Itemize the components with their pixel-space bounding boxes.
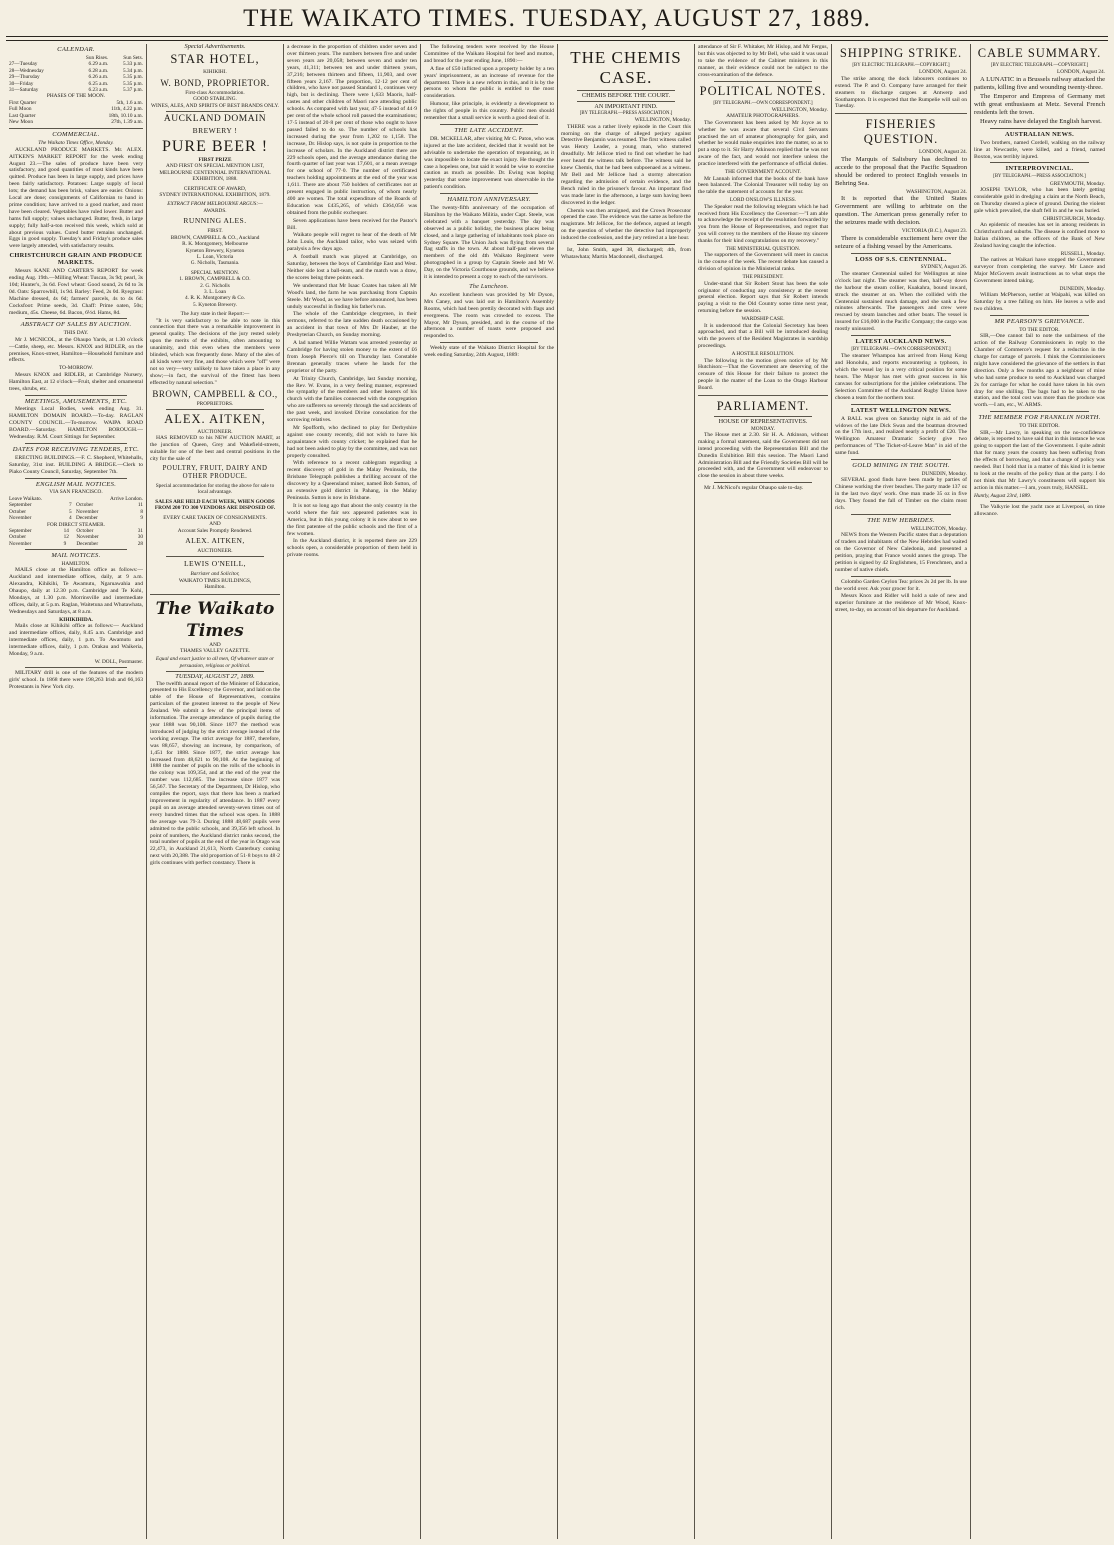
para-cable: With reference to a recent cablegram regarding a recent discovery of gold in the Malay Peninsula, the Brisbane Telegraph publishes a thrilling account of the discovery by a Queensland miner, named Bob Sutton, of an extensive gold district in Pahang, in the Malay Peninsula. Sutton is now in Brisbane.	[287, 460, 417, 501]
awards: AWARDS.	[203, 207, 227, 214]
fisheries-dateline-2: WASHINGTON, August 24.	[906, 188, 967, 195]
postmaster: W. DOLL, Postmaster.	[94, 658, 143, 665]
late-accident-text: DR. MCKELLAR, after visiting Mr C. Paton, who was injured at the late accident, decided that it would not be advisable to undertake the operation of trepanning, as it was impossible to locate the exact injury. He thought the case a hopeless one, but said it would be wise to exercise caution as much as possible. Dr. Ewing was hoping yesterday that some improvement was observable in the patient's condition.	[424, 135, 554, 191]
column-6	[694, 44, 831, 1539]
political-sub: WARDSHIP CASE.	[741, 316, 785, 323]
cable-text: The Emperor and Empress of Germany met with great enthusiasm at Metz. Several French residents left the town.	[974, 92, 1105, 116]
political-sub: A HOSTILE RESOLUTION.	[731, 351, 795, 358]
franklin-text: SIR,—Mr Lawry, in speaking on the no-confidence debate, is reported to have said that in this instance he was going to support the last of the Government. I quite admit that for many years the country has been suffering from the effects of borrowing, and that a change of policy was needed. But I hold that in a matter of this kind it is better to look at the results of the policy than at the party. I do not think that Mr Lawry's constituents will support his action in this matter.—I am, yours truly, HANSEL.	[974, 429, 1105, 491]
barrister: Barrister and Solicitor,	[190, 571, 240, 578]
political-text: The supporters of the Government will meet in caucus in the course of the week. The recent debate has caused a division of opinion in the Ministerial ranks.	[698, 252, 828, 273]
first-list-item: L. Loan, Victoria	[196, 253, 234, 260]
australian-heading: AUSTRALIAN NEWS.	[1004, 130, 1075, 138]
franklin-date: Huntly, August 23rd, 1889.	[974, 492, 1032, 499]
account-sales: Account Sales Promptly Rendered.	[177, 527, 253, 534]
cable-text: Heavy rains have delayed the English harvest.	[980, 117, 1102, 125]
mail-notices-text: MAILS close at the Hamilton office as follows:— Auckland and intermediate offices, daily, at 9 a.m. Alexandra, Kihikihi, Te Awamutu, Ngaruawahia and Ohaupo, daily at 12.30 p.m. Cambridge and Te Kohi, Mondays, at 1.30 p.m. Morrinsville and intermediate offices, daily, at 5 p.m. Raglan, Waitetuna and Whatawhata, Wednesdays and Saturdays, at 8 a.m.	[9, 567, 143, 615]
luncheon-text: An excellent luncheon was provided by Mr Dyson, Mrs Caney, and was laid out in Hamilton's Assembly Rooms, which had been prettily decorated with flags and evergreens. The room was crowded to excess. The Mayor, Mr Dyson, presided, and in the course of the afternoon a number of toasts were proposed and responded to.	[424, 291, 554, 340]
jury-text: "It is very satisfactory to be able to note in this connection that there was a remarkable improvement in general quality. The decisions of the jury rested solely upon the merits of the exhibits, often amounting to unanimity, and this even when the members were blinded, which was frequently done. Many of the ales of all kinds were very fine, and those which were "off" were not so very—very unlikely to have taken a place in any show;—in fact, the survival of the fittest has been effected by natural selection."	[150, 317, 280, 386]
chemis-subhead: CHEMIS BEFORE THE COURT.	[581, 92, 671, 99]
divider	[851, 459, 951, 460]
mail-month: September	[9, 502, 32, 509]
fisheries-dateline-3: VICTORIA (B.C.), August 23.	[901, 228, 967, 235]
and: AND	[209, 521, 221, 528]
moon-date: 27th, 1.39 a.m.	[111, 118, 143, 125]
centennial-text: The steamer Centennial sailed for Wellington at nine o'clock last night. The steamer was then, half-way down the harbour the steam collier, Kuakahra, bound inward, struck the steamer at on. When the collided with the Centennial sustained much damage, and she sank a few minutes afterwards. The passengers and crew were rescued by steam launches and other boats. The vessel is insured for £16,000 in the Pacific Company; the cargo was mostly uninsured.	[835, 270, 967, 333]
cal-head: Sun Rises.	[85, 54, 109, 61]
latest-auckland-text: The steamer Whampoa has arrived from Hong Kong and Honolulu, and reports encountering a typhoon, in which the vessel lay in a very critical position for some hours. The Mayor has met with great success in his canvass for subscriptions for the jubilee celebrations. The Selection Committee of the Auckland Rugby Union have chosen a team for the northern tour.	[835, 353, 967, 401]
cable-summary-heading: CABLE SUMMARY.	[977, 46, 1102, 60]
christchurch-heading: CHRISTCHURCH GRAIN AND PRODUCE MARKETS.	[9, 252, 143, 267]
fine-para: A fine of £50 inflicted upon a property holder by a ten years' imprisonment, as an increase of revenue for the department. There is a new reform in this, and it is by the persons to whom the public is entitled to the most consideration.	[424, 65, 554, 100]
moon-phase: First Quarter	[9, 99, 37, 106]
cal-rise: 6.23 a.m.	[88, 86, 109, 93]
franklin-heading: THE MEMBER FOR FRANKLIN NORTH.	[978, 414, 1101, 422]
auctioneer: AUCTIONEER.	[197, 429, 233, 436]
para-notlong-cont: In the Auckland district, it is reported there are 229 schools open, a considerable proportion of them held in private rooms.	[287, 538, 417, 559]
column-3	[283, 44, 420, 1539]
press-line: [BY ELECTRIC TELEGRAPH.—COPYRIGHT.]	[990, 63, 1089, 68]
tenders-text: ERECTING BUILDINGS.—F. C. Shepherd, Whitehalls, Saturday, 31st inst. BUILDING A BRIDGE.—Clerk to Piako County Council, Saturday, September 7th.	[9, 454, 143, 475]
gold-heading: GOLD MINING IN THE SOUTH.	[852, 462, 950, 470]
political-dateline: WELLINGTON, Monday.	[771, 106, 828, 113]
calendar-heading: CALENDAR.	[57, 46, 95, 53]
good-stabling: GOOD STABLING.	[193, 96, 237, 103]
divider	[990, 162, 1089, 163]
commercial-dateline: The Waikato Times Office, Monday.	[38, 140, 114, 147]
masthead-rule	[6, 36, 1108, 37]
centennial-heading: LOSS OF S.S. CENTENNIAL.	[855, 255, 947, 263]
moon-table	[9, 100, 143, 126]
first-prize-text: AND FIRST ON SPECIAL MENTION LIST, MELBOURNE CENTENNIAL INTERNATIONAL EXHIBITION, 1888.	[159, 163, 271, 183]
cal-rise: 6.28 a.m.	[88, 67, 109, 74]
divider	[851, 514, 951, 515]
mail-month: October	[76, 502, 94, 509]
pearson-heading: MR PEARSON'S GRIEVANCE.	[994, 317, 1085, 325]
fisheries-text-2: It is reported that the United States Government are willing to arbitrate on the question. The American press generally refer to the seizures made with decision.	[835, 195, 967, 227]
hebrides-dateline: WELLINGTON, Monday.	[910, 525, 967, 532]
cal-set: 5.33 p.m.	[122, 61, 143, 68]
cal-rise: 6.26 a.m.	[88, 74, 109, 81]
editorial-continued: a decrease in the proportion of children under seven and over thirteen years. The numbers between five and under seven years are 20,058; between seven and under ten years, 41,311; between ten and under thirteen years, 37,216; between thirteen and fifteen, 11,903, and over fifteen years 2,167. The proportion, 12·12 per cent of children, who have not passed Standard 1, continues very high, but is declining. There were 1,633 Maoris, half-castes and other children of Maori race attending public schools. As compared with last year, 47·5 instead of 44·9 per cent of the whole school roll passed the examinations; 17·5 instead of 20·8 per cent of those who ought to have passed failed to do so. The number of schools has increased during the year from 1,202 to 1,158. The increase, Dr. Hislop says, is not quite in proportion to the increase of scholars. In the Auckland district there are 229 schools open, and the average attendance during the fourth quarter of last year was 17,601, or a mean average for one school of 77·0. The number of certificated teachers holding appointments at the end of the year was 1,611. There are about 750 holders of certificates not at present engaged in public instruction, of whom nearly 400 are women. The total expenditure of the Boards of Education was £435,265, of which £364,056 was obtained from the public exchequer.	[287, 44, 417, 216]
proprietors: PROPRIETORS.	[196, 400, 234, 407]
kihikihi-text: Mails close at Kihikihi office as follows:— Auckland and intermediate offices, daily, 8.45 a.m. Cambridge and intermediate offices, daily, 1 p.m. To Awamutu and intermediate offices, daily, 1 p.m. Orakau and Waikeria, Monday, 9 a.m.	[9, 623, 143, 657]
hebrides-text: NEWS from the Western Pacific states that a deputation of traders and inhabitants of the New Hebrides had waited on the Governor of New Caledonia, and presented a petition, praying that France would annex the group. The petition is signed by 42 Englishmen, 15 Frenchmen, and a number of native chiefs.	[835, 532, 967, 573]
chemis-text: THERE was a rather lively episode in the Court this morning on the charge of alleged perjury against Detective Benjamin was resumed. The first witness called was Henry Leader, a young man, who stuttered dreadfully. Mr Jellicoe tried to find out whether he had ever heard the witness talk before. The witness said he knew Chemis, that he had been subpoenaed as a witness. Mr Bell and Mr Jellicoe had a stormy altercation regarding the admission of certain evidence, and the Bench ruled in the prisoner's favour. An important find was made later in the afternoon, a large sum having been discovered in the ledger.	[561, 123, 691, 206]
commercial-heading: COMMERCIAL.	[52, 131, 100, 139]
aitken-text: HAS REMOVED to his NEW AUCTION MART, at the junction of Queen, Grey and Wakefield-streets, suitable for one of the best and central positions in the city for the sale of	[150, 435, 280, 463]
mail-month: December	[76, 540, 99, 547]
masthead: THE WAIKATO TIMES. TUESDAY, AUGUST 27, 1889.	[243, 5, 871, 32]
chemis-subhead-2: AN IMPORTANT FIND.	[594, 103, 658, 111]
mail-day: 14	[63, 527, 69, 534]
political-sub: THE PRESIDENT.	[742, 274, 784, 281]
and-2: AND	[209, 641, 221, 648]
mail-direct: FOR DIRECT STEAMER.	[46, 521, 106, 528]
commercial-text: AUCKLAND PRODUCE MARKETS. Mr. ALEX. AITKEN'S MARKET REPORT for the week ending August 23.—The sales of produce have been very satisfactory, and good quantities of most kinds have been quitted. Produce has been in large supply, and prices have been fairly satisfactory. Potatoes: Large supply of local lots; the demand has been brisk, values are easier. Onions: Local are done; consignments of Californian to hand in prime condition; have arrived to a good market, and most have been cleared. Vegetables have ruled lower. Butter and hams full supply; values unchanged. Butter, fresh, in large supply; fully half-a-ton received this week, which sold at about previous values. Cured butter remains unchanged. Eggs in good supply. Tuesday's and Friday's produce sales were largely attended, with satisfactory results.	[9, 146, 143, 250]
dunedin-dateline: DUNEDIN, Monday.	[1059, 285, 1105, 292]
cal-day: 29—Thursday	[9, 74, 40, 81]
divider	[166, 111, 264, 112]
thames-valley: THAMES VALLEY GAZETTE.	[180, 647, 250, 654]
hospital-caption: Ist, John Smith, aged 38, discharged; 4th, from Whatawhata; Martin Macdonnell, discharged.	[561, 247, 691, 260]
divider	[851, 576, 951, 577]
cal-set: 5.35 p.m.	[122, 80, 143, 87]
hospital-text: Weekly state of the Waikato District Hospital for the week ending Saturday, 24th August, 1889:	[424, 345, 554, 359]
fisheries-text: The Marquis of Salisbury has declined to accede to the proposal that the Pacific Squadron should be ordered to protect English vessels in Behring Sea.	[835, 155, 967, 187]
moon-date: 18th, 10.10 a.m.	[108, 112, 143, 119]
para-spofforth: Mr Spofforth, who declined to play for Derbyshire against one county recently, did not wish to have his acquaintance with county cricket; he explained that he had not been asked to play by the committee, and was not properly consulted.	[287, 424, 417, 459]
hamilton-anniversary-text: The twenty-fifth anniversary of the occupation of Hamilton by the Waikato Militia, under Capt. Steele, was celebrated with a banquet yesterday. The day was observed as a public holiday, the business places being closed, and a large gathering of inhabitants took place on Sydney Square. The Union Jack was flying from several flag staffs in the town. At about half-past eleven the members of the old 4th Waikato Regiment were photographed in a group by Captain Steele and Mr W. Day, on the Victoria Courthouse grounds, and we believe it is intended to present a copy to each of the survivors.	[424, 205, 554, 281]
every-care: EVERY CARE TAKEN OF CONSIGNMENTS.	[163, 514, 267, 521]
para-seven: Seven applications have been received for the Pastor's Bill.	[287, 217, 417, 231]
mail-day: 7	[69, 502, 72, 509]
moon-date: 11th, 4.22 p.m.	[111, 106, 143, 113]
divider	[714, 416, 812, 417]
divider	[440, 342, 538, 343]
chemis-text-2: Chemis was then arraigned, and the Crown Prosecutor opened the case. The evidence was the same as before the magistrate. Mr Jellicoe, for the defence, argued at length on the question of whether the detective had improperly induced the confession, and the jury retired at a late hour.	[561, 207, 691, 242]
abstract-tomorrow-text: Messrs KNOX and RIDLER, at Cambridge Nursery, Hamilton East, at 12 o'clock—Fruit, shelter and ornamental trees, shrubs, etc.	[9, 371, 143, 392]
gold-dateline: DUNEDIN, Monday.	[921, 470, 967, 477]
mail-notices-place: HAMILTON.	[61, 561, 91, 568]
divider	[851, 404, 951, 405]
closing-text: MILITARY drill is one of the features of the modern girls' school. In 1868 there were 198,263 Irish and 66,163 Protestants in New York city.	[9, 670, 143, 690]
divider	[440, 124, 538, 125]
column-7	[831, 44, 970, 1539]
cal-day: 30—Friday	[9, 80, 34, 87]
divider	[25, 549, 127, 550]
english-mail-heading: ENGLISH MAIL NOTICES.	[35, 480, 117, 488]
political-sub: LORD ONSLOW'S ILLNESS.	[729, 197, 797, 204]
star-hotel: STAR HOTEL,	[170, 52, 260, 67]
meetings-heading: MEETINGS, AMUSEMENTS, ETC.	[24, 397, 128, 405]
first-list-item: R. K. Montgomery, Melbourne	[182, 241, 248, 248]
mail-table	[9, 496, 143, 522]
mail-month: November	[9, 515, 32, 522]
first-list-item: BROWN, CAMPBELL & CO., Auckland	[170, 234, 260, 241]
cal-rise: 6.29 a.m.	[88, 61, 109, 68]
mail-day: 31	[137, 527, 143, 534]
political-notes-heading: POLITICAL NOTES.	[699, 83, 827, 98]
para-trinity: At Trinity Church, Cambridge, last Sunday morning, the Rev. W. Evans, in a very feeling manner, expressed the sympathy of the members and other hearers of his church with the families connected with the congregation who are sufferers so severely through the sad accidents of the past week, and invoked Divine consolation for the sorrowing relatives.	[287, 375, 417, 424]
divider	[698, 395, 828, 396]
mail-day: 9	[140, 515, 143, 522]
mail-day: 11	[137, 502, 143, 509]
special-list-item: 3. L. Loan	[203, 288, 227, 295]
kihikihi-heading: KIHIKIHIDA.	[59, 616, 93, 623]
divider	[851, 253, 951, 254]
special-list-item: 2. G. Nicholls	[200, 282, 230, 289]
divider	[851, 335, 951, 336]
mail-month: November	[76, 534, 99, 541]
tenders-intro: The following tenders were received by the House Committee of the Waikato Hospital for beef and mutton, and bread for the year ending June, 1890:—	[424, 44, 554, 64]
press-line: [BY TELEGRAPH.—OWN CORRESPONDENT.]	[713, 100, 813, 106]
centennial-dateline: SYDNEY, August 26.	[920, 264, 967, 271]
fisheries-heading: FISHERIES QUESTION.	[863, 117, 939, 147]
abstract-text: Mr J. MCNICOL, at the Ohaupo Yards, at 1.30 o'clock—Cattle, sheep, etc. Messrs. KNOX and RIDLER, on the premises, Knox-street, Hamilton—Household furniture and effects.	[9, 336, 143, 364]
latest-wellington-heading: LATEST WELLINGTON NEWS.	[850, 406, 951, 414]
para-cambridge: The whole of the Cambridge clergymen, in their sermons, referred to the late sudden death occasioned by an accident in that town of Mrs Dr Hauber, at the Presbyterian Church, on Sunday morning.	[287, 311, 417, 339]
columns	[6, 44, 1108, 1539]
mail-day: 4	[69, 515, 72, 522]
russell-text: The natives at Waikari have stopped the Government surveyor from completing the survey. Mr Lance and Major McGovern await instructions as to what steps the Government intend taking.	[974, 257, 1105, 284]
divider	[990, 411, 1089, 412]
knox-ridler-notice: Messrs Knox and Ridler will hold a sale of new and superior furniture at the residence of Mr Wood, Knox-street, to-day, on account of his departure for Auckland.	[835, 593, 967, 614]
chemis-dateline: WELLINGTON, Monday.	[634, 117, 691, 124]
divider	[714, 482, 812, 483]
divider	[25, 478, 127, 479]
tenders-heading: DATES FOR RECEIVING TENDERS, ETC.	[12, 445, 140, 453]
cal-set: 5.37 p.m.	[122, 86, 143, 93]
cable-dateline: LONDON, August 24.	[1057, 69, 1105, 76]
para-waikato: Waikato people will regret to hear of the death of Mr John Louis, the Auckland tailor, who was seized with paralysis a few days ago.	[287, 232, 417, 253]
sales: SALES ARE HELD EACH WEEK, WHEN GOODS FROM 200 TO 300 VENDORS ARE DISPOSED OF.	[154, 498, 276, 512]
fisheries-text-3: There is considerable excitement here over the seizure of a fishing vessel by the Americans.	[835, 234, 967, 250]
mail-month: December	[76, 515, 98, 522]
mail-day: 5	[69, 508, 72, 515]
political-sub: THE GOVERNMENT ACCOUNT.	[724, 169, 802, 176]
mail-month: October	[9, 534, 27, 541]
christchurch-dateline: CHRISTCHURCH, Monday.	[1042, 215, 1105, 222]
hamilton: Hamilton.	[204, 584, 226, 591]
poultry: POULTRY, FRUIT, DAIRY AND OTHER PRODUCE.	[162, 465, 268, 481]
first-prize: FIRST PRIZE	[198, 157, 232, 164]
first-list-item: Kyneton Brewery, Kyneton	[185, 247, 245, 254]
column-5	[557, 44, 694, 1539]
lewis-oneill: LEWIS O'NEILL,	[183, 559, 247, 569]
fisheries-dateline: LONDON, August 24.	[919, 149, 967, 156]
running-ales: RUNNING ALES.	[183, 216, 247, 226]
first: FIRST.	[207, 228, 223, 235]
valkyrie-text: The Valkyrie lost the yacht race at Liverpool, on time allowance.	[974, 504, 1105, 518]
divider	[714, 81, 812, 82]
divider	[835, 113, 967, 114]
mail-month: September	[9, 527, 32, 534]
brown-campbell: BROWN, CAMPBELL & CO.,	[152, 388, 278, 399]
political-text: It is understood that the Colonial Secretary has been approached, and that a Bill will be introduced dealing with the powers of the Resident Magistrates in wardship proceedings.	[698, 322, 828, 350]
divider	[166, 409, 264, 410]
divider	[577, 90, 675, 91]
mail-table-direct	[9, 528, 143, 547]
special-list-item: 1. BROWN, CAMPBELL & CO.	[179, 276, 251, 283]
divider	[577, 244, 675, 245]
divider	[9, 128, 143, 129]
hebrides-heading: THE NEW HEBRIDES.	[867, 516, 935, 524]
moon-heading: PHASES OF THE MOON.	[46, 93, 106, 100]
mail-day: 30	[137, 534, 143, 541]
dunedin-text: William McPherson, settler at Waipahi, was killed on Saturday by a tree falling on him. He leaves a wife and two children.	[974, 292, 1105, 313]
interprovincial-heading: INTERPROVINCIAL.	[1005, 165, 1074, 173]
political-text: The Speaker read the following telegram which he had received from His Excellency the Governor:—"I am able to acknowledge the receipt of the resolution forwarded by you from the House of Representatives, and regret that you will convey to the members of the House my sincere thanks for their kind congratulations on my recovery."	[698, 203, 828, 245]
political-text: Mr Lannah informed that the books of the bank have been balanced. The Colonial Treasurer will today lay on the table the statement of accounts for the year.	[698, 175, 828, 196]
calendar-table	[9, 55, 143, 93]
divider	[166, 556, 264, 557]
gold-text: SEVERAL good finds have been made by parties of Chinese working the river beaches. The party made 137 oz in the last two days' work. One man made 35 oz in five days. They found the fall of Timber on the claim most rich.	[835, 477, 967, 511]
sydney: SYDNEY INTERNATIONAL EXHIBITION, 1879.	[159, 192, 271, 199]
extract: EXTRACT FROM MELBOURNE ARGUS:—	[167, 201, 263, 208]
mail-notices-heading: MAIL NOTICES.	[51, 552, 101, 560]
pearson-text: SIR,—One cannot fail to note the unfairness of the action of the Railway Commissioners in reply to the Chamber of Commerce's request for a reduction in the charge for cartage of parcels. I think the Commissioners might have considered the grievance of the settlers in that direction. Only a few months ago a neighbour of mine who had some produce to send to Auckland was charged 2s for carriage for what he could have taken in his own dray for one shilling. The bags had to be taken to the station, and the total cost was more than the produce was worth.—I am, etc., W. ARMS.	[974, 333, 1105, 409]
cal-set: 5.35 p.m.	[122, 74, 143, 81]
political-text: The Government has been asked by Mr Joyce as to whether he was aware that several Civil Servants practised the art of amateur photography for gain, and whether he would make enquiries into the matter, so as to put a stop to it. Sir Harry Atkinson replied that he was not aware of the fact, and would not interfere unless the practice interfered with the performance of official duties.	[698, 119, 828, 168]
christchurch-text: Messrs KANE AND CARTER'S REPORT for week ending Aug. 19th.—Milling Wheat: Tuscan, 3s 9d; pearl, 3s 10d; Hunter's, 3s 6d. Fowl wheat: Good sound, 2s 6d to 3s 0d. Oats: Sparrowbill, 1s 9d. Barley: Feed, 2s 0d. Ryegrass: Machine dressed, 4s 6d; farmers' parcels, 4s to 4s 6d. Cocksfoot: Prime seeds, 3d. Chaff: Prime oaten, 50s; medium, 45s. Cheese, 6d. Bacon, 6½d. Hams, 8d.	[9, 268, 143, 316]
divider	[990, 128, 1089, 129]
auctioneer-2: AUCTIONEER.	[197, 547, 233, 554]
special-accom: Special accommodation for storing the above for sale to local advantage.	[155, 483, 275, 496]
special-list-item: 4. R. K. Montgomery & Co.	[185, 295, 245, 302]
abstract-tomorrow: TO-MORROW.	[59, 365, 93, 372]
alex-aitken: ALEX. AITKEN,	[164, 412, 266, 427]
political-text: Under-stand that Sir Robert Stout has been the sole originator of conducting any consistency at the recent general election. Report says that Sir Robert intends paying a visit to the Old Country some time next year, returning before the session.	[698, 280, 828, 315]
proprietor-line: W. BOND, PROPRIETOR.	[160, 77, 270, 88]
greymouth-text: JOSEPH TAYLOR, who has been lately getting considerable gold in dredging a claim at the North Beach, on Thursday cleared a piece of ground. During the violent gale which prevailed, the shaft fell in and he was buried.	[974, 187, 1105, 214]
political-text: The following is the motion given notice of by Mr Hutchison:—That the Government are deserving of the censure of this House for their failure to protect the people in the matter of the Loan to the Otago Harbour Board.	[698, 357, 828, 392]
greymouth-dateline: GREYMOUTH, Monday.	[1049, 180, 1105, 187]
press-line: [BY ELECTRIC TELEGRAPH.—COPYRIGHT.]	[852, 63, 950, 68]
mail-row	[9, 541, 143, 547]
house-text-2: Mr J. McNicol's regular Ohaupo sale to-day.	[704, 485, 804, 492]
column-8	[970, 44, 1108, 1539]
press-line: [BY TELEGRAPH.—OWN CORRESPONDENT.]	[851, 346, 951, 352]
abstract-heading: ABSTRACT OF SALES BY AUCTION.	[20, 321, 132, 329]
australian-text: Two brothers, named Cordell, walking on the railway line at Newcastle, were killed, and a friend, named Boxton, was terribly injured.	[974, 139, 1105, 160]
mail-month: November	[76, 508, 99, 515]
political-sub: THE MINISTERIAL QUESTION.	[725, 246, 801, 253]
masthead-rule-thin	[6, 40, 1108, 41]
press-line: [BY TELEGRAPH.—PRESS ASSOCIATION.]	[993, 174, 1086, 180]
christchurch-text: An epidemic of measles has set in among residents in Christchurch and suburbs. The disease is confined more to Italian children, as the officers of the Bank of New Zealand having caught the infection.	[974, 222, 1105, 249]
humour-para: Humour, like principle, is evidently a development to the rights of people in this country. Public men should remember that a small service is worth a good deal of it.	[424, 101, 554, 122]
house-text: The House met at 2.30. Sir H. A. Atkinson, without making a formal statement, said the Government did not intend proceeding with the Representation Bill and the Dunedin Exhibition Bill this session. The Maori Land Administration Bill and the Friendly Societies Bill will be proceeded with, and the Government will endeavour to close the session in about three weeks.	[698, 431, 828, 480]
house-day: MONDAY.	[751, 425, 775, 432]
parliament-heading: PARLIAMENT.	[716, 399, 810, 414]
waikato-times-bldg: WAIKATO TIMES BUILDINGS,	[178, 577, 252, 584]
column-2	[146, 44, 283, 1539]
para-understand: We understand that Mr Isaac Coates has taken all Mr Wood's land, the farm he was purchasing from Captain Steele. Mr Wood, as we have before announced, has been unduly successful in finding his father's run.	[287, 282, 417, 310]
pearson-to-editor: TO THE EDITOR.	[1019, 326, 1060, 333]
special-list-item: 5. Kyneton Brewery.	[192, 301, 238, 308]
pure-beer: PURE BEER !	[161, 138, 269, 156]
divider	[166, 671, 264, 672]
moon-date: 5th, 1.6 a.m.	[116, 99, 143, 106]
abstract-day: THIS DAY.	[63, 330, 89, 337]
moon-phase: New Moon	[9, 118, 33, 125]
cal-rise: 6.25 a.m.	[88, 80, 109, 87]
moon-phase: Last Quarter	[9, 112, 36, 119]
divider	[150, 594, 280, 595]
meetings-text: Meetings Local Bodies, week ending Aug. 31. HAMILTON DOMAIN BOARD.—To-day. RAGLAN COUNTY COUNCIL.—To-morrow. WAIPA ROAD BOARD.—Saturday. HAMILTON BOROUGH.—Wednesday. R.M. Court Sittings for September.	[9, 406, 143, 441]
mail-day: 12	[63, 534, 69, 541]
para-wattam: A lad named Willie Wattam was arrested yesterday at Cambridge for having stolen money to the extent of £6 from Joseph Pierce's till on Thursday last. Constable Brennan generally traces where he lands for the proprietor of the party.	[287, 340, 417, 374]
special-mention: SPECIAL MENTION.	[190, 269, 240, 276]
divider	[25, 395, 127, 396]
political-sub: AMATEUR PHOTOGRAPHERS.	[726, 113, 800, 120]
cal-day: 27—Tuesday	[9, 61, 38, 68]
alex-aitken-2: ALEX. AITKEN,	[185, 535, 245, 545]
hamilton-anniversary-heading: HAMILTON ANNIVERSARY.	[447, 196, 531, 204]
franklin-to-editor: TO THE EDITOR.	[1019, 423, 1060, 430]
first-class: First-class Accommodation.	[185, 89, 245, 96]
ceylon-ad: Colombo Garden Ceylon Tea: prices 2s 2d per lb. In use the world over. Ask your grocer for it.	[835, 578, 967, 592]
russell-dateline: RUSSELL, Monday.	[1060, 250, 1105, 257]
latest-auckland-heading: LATEST AUCKLAND NEWS.	[855, 338, 947, 346]
wines: WINES, ALES, AND SPIRITS OF BEST BRANDS ONLY.	[151, 102, 279, 109]
divider	[25, 443, 127, 444]
chemis-continued: attendance of Sir F. Whitaker, Mr Hislop, and Mr Fergus, but this was objected to by Mr Bell, who said it was usual to take the evidence of the Cabinet ministers in this manner, as their evidence could not be subject to the cross-examination of the defence.	[698, 44, 828, 78]
mail-via: VIA SAN FRANCISCO.	[49, 489, 103, 496]
auckland-domain: AUCKLAND DOMAIN	[163, 114, 267, 125]
divider	[577, 101, 675, 102]
first-list-item: G. Nicholls, Tasmania.	[190, 260, 240, 267]
moon-phase: Full Moon	[9, 106, 32, 113]
shipping-strike-heading: SHIPPING STRIKE.	[839, 46, 963, 60]
mail-day: 9	[63, 540, 67, 547]
divider	[990, 501, 1089, 502]
certificate: CERTIFICATE OF AWARD,	[183, 185, 247, 192]
mail-month: October	[76, 527, 94, 534]
divider	[440, 193, 538, 194]
mail-head: Leave Waikato.	[9, 495, 43, 502]
mail-month: October	[9, 508, 27, 515]
press-line: [BY TELEGRAPH.—PRESS ASSOCIATION.]	[579, 110, 673, 116]
para-football: A football match was played at Cambridge, on Saturday, between the boys of Cambridge East and West. Neither side lost a ball-team, and the match was a draw, the scores being three points each.	[287, 254, 417, 281]
special-ads-heading: Special Advertisements.	[184, 44, 246, 50]
column-4	[420, 44, 557, 1539]
kihikihi-label: KIHIKIHI.	[203, 69, 227, 76]
mail-day: 8	[140, 508, 143, 515]
brewery: BREWERY !	[192, 126, 238, 136]
luncheon-heading: The Luncheon.	[469, 284, 509, 290]
cal-day: 28—Wednesday	[9, 67, 44, 74]
divider	[25, 667, 127, 668]
editorial-dateline: TUESDAY, AUGUST 27, 1889.	[175, 673, 255, 681]
cable-text: A LUNATIC in a Brussels railway attacked the patients, killing five and wounding twenty-three.	[974, 75, 1105, 91]
shipping-text: The strike among the dock labourers continues to extend. The P. and O. Company have arranged for their steamers to discharge cargoes at Antwerp and Southampton. It is expected that the Rumpelie will sail on Tuesday.	[835, 75, 967, 110]
waikato-times-title: The Waikato Times	[155, 598, 275, 641]
mail-month: November	[9, 540, 32, 547]
latest-wellington-text: A BALL was given on Saturday night in aid of the widows of the late Dick Swan and the boatman drowned on the 17th inst., and realized nearly a profit of £20. The Wellington Amateur Dramatic Society give two performances of "The Ticket-of-Leave Man" in aid of the same fund.	[835, 415, 967, 457]
chemis-heading: THE CHEMIS CASE.	[570, 48, 682, 87]
mail-day: 28	[137, 540, 143, 547]
editorial-text: The twelfth annual report of the Minister of Education, presented to His Excellency the Governor, and laid on the table of the House of Representatives, contains particulars of the greatest interest to the people of New Zealand. We submit a few of the principal items of information. The average attendance of pupils during the year 1888 was 90,108. Since 1877 the method was introduced of judging by the strict average instead of the working average. The strict average for 1887, therefore, was 88,657, showing an increase, by comparison, of 1,451 for 1888. Since 1877, the strict average has increased from 48,621 to 90,108. At the beginning of 1888 the number of pupils on the rolls of the schools in the colony was 109,354, and at the end of the year the number was 112,685. The increase since 1877 was 56,567. The Secretary of the Department, Dr Hislop, who compiles the report, says that there has been a marked improvement in regularity of attendance. In 1887 every pupil on an average attended seventy-seven times out of every hundred times that the school was open. In 1888 the average was 79·3. During 1888 48,687 pupils were admitted to the public schools, and 39,356 left school. In point of numbers, the Auckland district ranks second, the total number of pupils at the end of the year in Otago was 22,473, in Auckland 21,613, North Canterbury coming next with 20,388. The old proportion of 51·8 boys to 48·2 girls continues with perfect constancy. There is	[150, 680, 280, 867]
cal-head: Sun Sets.	[123, 54, 143, 61]
para-notlong: It is not so long ago that about the only country in the world where the fair sex appeared patientes was in America, but in this young colony it is now about to see the first patentee of the public schools and the first of a few women.	[287, 502, 417, 537]
column-1	[6, 44, 146, 1539]
shipping-dateline: LONDON, August 24.	[919, 69, 967, 76]
divider	[25, 318, 127, 319]
divider	[990, 315, 1089, 316]
cal-day: 31—Saturday	[9, 86, 39, 93]
mail-head: Arrive London.	[110, 495, 143, 502]
cal-set: 5.34 p.m.	[122, 67, 143, 74]
jury: The Jury state in their Report:—	[180, 311, 250, 318]
equal-justice: Equal and exact justice to all men, Of whatever state or persuasion, religious or political.	[155, 656, 275, 669]
late-accident-heading: THE LATE ACCIDENT.	[454, 126, 524, 134]
house-heading: HOUSE OF REPRESENTATIVES.	[718, 418, 808, 426]
